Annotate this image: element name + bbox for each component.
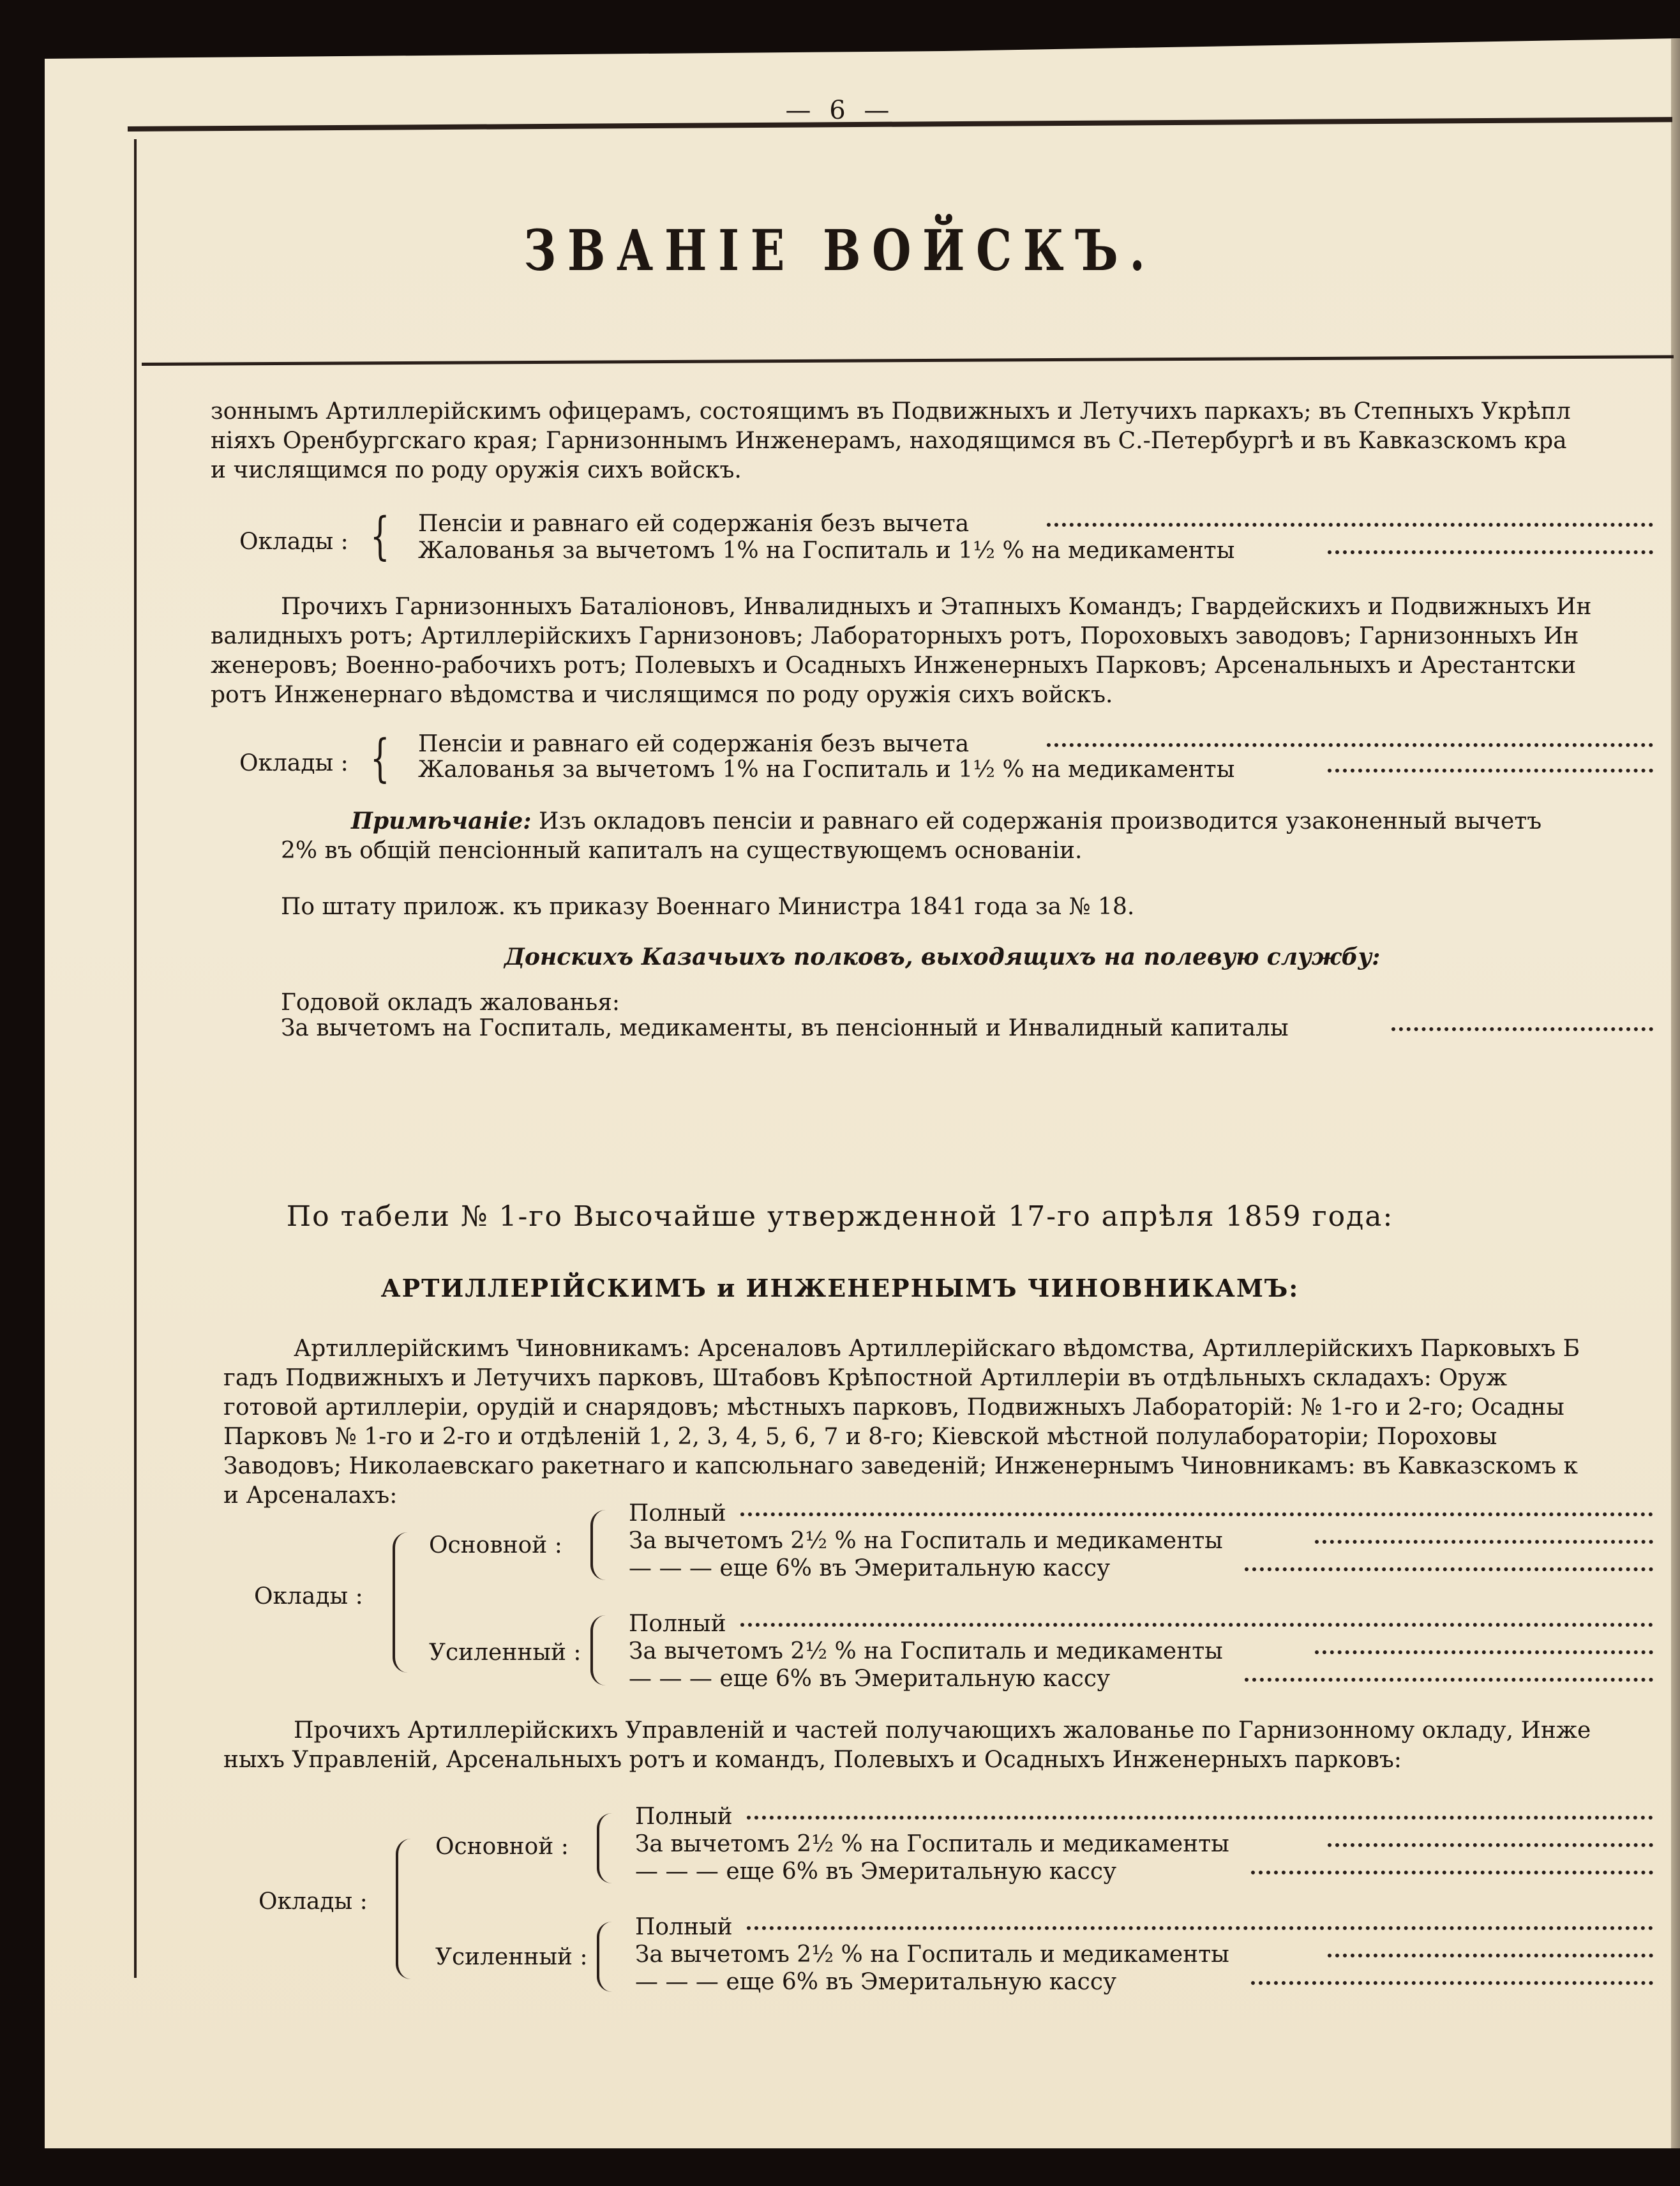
text-line: ныхъ Управленій, Арсенальныхъ ротъ и командъ, Полевыхъ и Осадныхъ Инженерныхъ парковъ: [223, 1747, 1402, 1773]
note-label: Примѣчаніе: [351, 808, 532, 834]
salary-item: — — — еще 6% въ Эмеритальную кассу [629, 1555, 1111, 1581]
oklady-label: Оклады : [259, 1888, 368, 1915]
dot-leader [1315, 1537, 1653, 1544]
text-line: Парковъ № 1-го и 2-го и отдѣленій 1, 2, 3, 4, 5, 6, 7 и 8-го; Кіевской мѣстной полулабораторіи; Пороховы [223, 1424, 1497, 1450]
salary-item: Полный [629, 1500, 726, 1526]
section4-paragraph [223, 1716, 1680, 1775]
left-border-rule [134, 139, 137, 1978]
text-line: ніяхъ Оренбургскаго края; Гарнизоннымъ Инженерамъ, находящимся въ С.-Петербургѣ и въ Кавказскомъ кра [211, 428, 1567, 454]
section1-paragraph [211, 397, 1672, 485]
text-line: женеровъ; Военно-рабочихъ ротъ; Полевыхъ и Осадныхъ Инженерныхъ Парковъ; Арсенальныхъ и Арестантски [211, 652, 1577, 679]
text-line: зоннымъ Артиллерійскимъ офицерамъ, состоящимъ въ Подвижныхъ и Летучихъ паркахъ; въ Степныхъ Укрѣпл [211, 398, 1571, 425]
salary-item: Пенсіи и равнаго ей содержанія безъ вычета [418, 511, 970, 537]
page-number: — 6 — [785, 96, 895, 125]
note-line2: 2% въ общій пенсіонный капиталъ на существующемъ основаніи. [281, 838, 1083, 864]
text-line: гадъ Подвижныхъ и Летучихъ парковъ, Штабовъ Крѣпостной Артиллеріи въ отдѣльныхъ складахъ: Оруж [223, 1365, 1508, 1391]
text-line: Заводовъ; Николаевскаго ракетнаго и капсюльнаго заведеній; Инженернымъ Чиновникамъ: въ Кавказскомъ к [223, 1453, 1578, 1479]
dot-leader [740, 1510, 1653, 1516]
brace-icon [393, 1532, 408, 1673]
salary-item: — — — еще 6% въ Эмеритальную кассу [635, 1969, 1117, 1995]
dot-leader [1251, 1979, 1653, 1985]
brace-icon: { [370, 728, 390, 788]
salary-item: За вычетомъ 2½ % на Госпиталь и медикаменты [629, 1528, 1223, 1554]
text-line: валидныхъ ротъ; Артиллерійскихъ Гарнизоновъ; Лабораторныхъ ротъ, Пороховыхъ заводовъ; Гарнизонныхъ Ин [211, 623, 1579, 649]
section3-paragraph [223, 1334, 1680, 1511]
dot-leader [1245, 1675, 1653, 1682]
text-line: Прочихъ Артиллерійскихъ Управленій и частей получающихъ жалованье по Гарнизонному окладу, Инже [294, 1717, 1591, 1744]
salary-item: Пенсіи и равнаго ей содержанія безъ вычета [418, 731, 970, 757]
brace-icon: { [370, 506, 390, 566]
text-line: Артиллерійскимъ Чиновникамъ: Арсеналовъ Артиллерійскаго вѣдомства, Артиллерійскихъ Парковыхъ Б [294, 1336, 1580, 1362]
table-heading: По табели № 1-го Высочайше утвержденной 17-го апрѣля 1859 года: [286, 1200, 1394, 1233]
dot-leader [1328, 1841, 1653, 1847]
salary-item: Полный [635, 1804, 733, 1830]
text-line: и Арсеналахъ: [223, 1482, 398, 1509]
salary-item: Полный [635, 1914, 733, 1940]
salary-item: Жалованья за вычетомъ 1% на Госпиталь и 1½ % на медикаменты [418, 538, 1235, 564]
text-line: и числящимся по роду оружія сихъ войскъ. [211, 457, 742, 483]
text-line: готовой артиллеріи, орудій и снарядовъ; мѣстныхъ парковъ, Подвижныхъ Лабораторій: № 1-го и 2-го; Осадны [223, 1394, 1564, 1421]
officials-heading: АРТИЛЛЕРІЙСКИМЪ и ИНЖЕНЕРНЫМЪ ЧИНОВНИКАМЪ: [380, 1274, 1300, 1302]
dot-leader [740, 1620, 1653, 1627]
group-label: Усиленный : [429, 1640, 581, 1666]
brace-icon [396, 1839, 411, 1979]
dot-leader [1391, 1025, 1653, 1031]
brace-icon [590, 1510, 606, 1580]
salary-item: — — — еще 6% въ Эмеритальную кассу [635, 1858, 1117, 1885]
dot-leader [1245, 1565, 1653, 1571]
salary-item: За вычетомъ 2½ % на Госпиталь и медикаменты [629, 1638, 1223, 1664]
brace-icon [597, 1813, 612, 1883]
dot-leader [1328, 1951, 1653, 1957]
cossack-heading: Донскихъ Казачьихъ полковъ, выходящихъ на полевую службу: [504, 944, 1381, 970]
salary-item: За вычетомъ 2½ % на Госпиталь и медикаменты [635, 1941, 1229, 1968]
salary-item: Полный [629, 1611, 726, 1637]
dot-leader [747, 1813, 1653, 1820]
group-label: Основной : [429, 1532, 562, 1558]
oklady-label: Оклады : [254, 1583, 363, 1609]
cossack-line: Годовой окладъ жалованья: [281, 990, 620, 1016]
dot-leader [1315, 1648, 1653, 1654]
salary-item: Жалованья за вычетомъ 1% на Госпиталь и 1½ % на медикаменты [418, 757, 1235, 783]
oklady-label: Оклады : [239, 750, 349, 776]
group-label: Усиленный : [435, 1944, 588, 1970]
dot-leader [747, 1924, 1653, 1930]
brace-icon [590, 1615, 606, 1685]
text-line: Прочихъ Гарнизонныхъ Баталіоновъ, Инвалидныхъ и Этапныхъ Командъ; Гвардейскихъ и Подвижныхъ Ин [281, 594, 1592, 620]
text-line: ротъ Инженернаго вѣдомства и числящимся по роду оружія сихъ войскъ. [211, 682, 1113, 708]
dot-leader [1047, 520, 1653, 527]
note-text: Изъ окладовъ пенсіи и равнаго ей содержанія производится узаконенный вычетъ [539, 808, 1542, 834]
salary-item: — — — еще 6% въ Эмеритальную кассу [629, 1666, 1111, 1692]
oklady-label: Оклады : [239, 529, 349, 555]
section2-paragraph [211, 592, 1672, 710]
staff-reference: По штату прилож. къ приказу Военнаго Министра 1841 года за № 18. [281, 894, 1135, 920]
dot-leader [1047, 741, 1653, 747]
page-title: ЗВАНІЕ ВОЙСКЪ. [523, 217, 1157, 283]
cossack-line: За вычетомъ на Госпиталь, медикаменты, въ пенсіонный и Инвалидный капиталы [281, 1015, 1289, 1041]
group-label: Основной : [435, 1834, 569, 1860]
note-line1 [351, 808, 1541, 834]
salary-item: За вычетомъ 2½ % на Госпиталь и медикаменты [635, 1831, 1229, 1857]
brace-icon [597, 1922, 612, 1992]
dot-leader [1328, 548, 1653, 554]
dot-leader [1251, 1868, 1653, 1874]
dot-leader [1328, 766, 1653, 773]
